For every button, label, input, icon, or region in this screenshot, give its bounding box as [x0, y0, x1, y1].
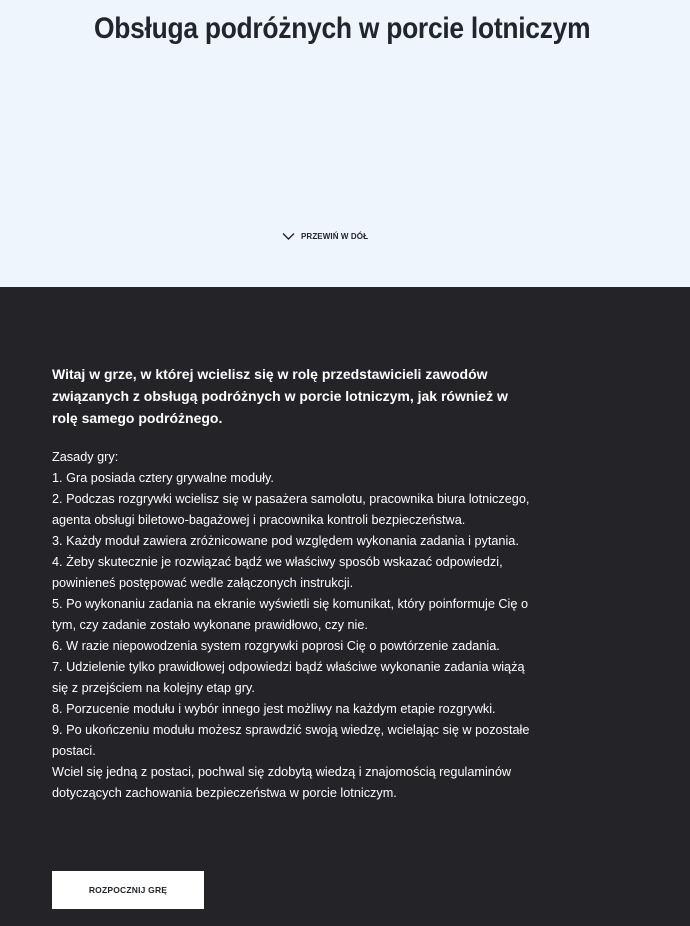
rule-item: 8. Porzucenie modułu i wybór innego jest możliwy na każdym etapie rozgrywki. — [52, 702, 496, 716]
rule-item: 1. Gra posiada cztery grywalne moduły. — [52, 471, 274, 485]
rules-block — [52, 447, 542, 804]
scroll-down-link[interactable] — [282, 228, 368, 244]
rule-item: 5. Po wykonaniu zadania na ekranie wyświetli się komunikat, który poinformuje Cię o tym, czy zadanie zostało wykonane prawidłowo, czy nie. — [52, 597, 529, 632]
rule-item: 7. Udzielenie tylko prawidłowej odpowiedzi bądź właściwe wykonanie zadania wiążą się z przejściem na kolejny etap gry. — [52, 660, 525, 695]
start-game-button[interactable]: ROZPOCZNIJ GRĘ — [52, 871, 204, 909]
rule-item: 3. Każdy moduł zawiera zróżnicowane pod względem wykonania zadania i pytania. — [52, 534, 519, 548]
closing-text: Wciel się jedną z postaci, pochwal się zdobytą wiedzą i znajomością regulaminów dotyczących zachowania bezpieczeństwa w porcie lotniczym. — [52, 765, 512, 800]
chevron-down-icon — [282, 232, 295, 241]
intro-text: Witaj w grze, w której wcielisz się w rolę przedstawicieli zawodów związanych z obsługą podróżnych w porcie lotniczym, jak również w rolę samego podróżnego. — [52, 366, 508, 426]
rules-heading: Zasady gry: — [52, 450, 119, 464]
scroll-down-label: PRZEWIŃ W DÓŁ — [301, 231, 369, 241]
page-title: Obsługa podróżnych w porcie lotniczym — [94, 12, 591, 45]
rule-item: 4. Żeby skutecznie je rozwiązać bądź we właściwy sposób wskazać odpowiedzi, powinieneś postępować wedle załączonych instrukcji. — [52, 555, 503, 590]
instructions-section — [0, 287, 690, 926]
rule-item: 6. W razie niepowodzenia system rozgrywki poprosi Cię o powtórzenie zadania. — [52, 639, 500, 653]
hero-section — [0, 0, 690, 287]
rule-item: 2. Podczas rozgrywki wcielisz się w pasażera samolotu, pracownika biura lotniczego, agenta obsługi biletowo-bagażowej i pracownika kontroli bezpieczeństwa. — [52, 492, 530, 527]
rule-item: 9. Po ukończeniu modułu możesz sprawdzić swoją wiedzę, wcielając się w pozostałe postaci. — [52, 723, 530, 758]
